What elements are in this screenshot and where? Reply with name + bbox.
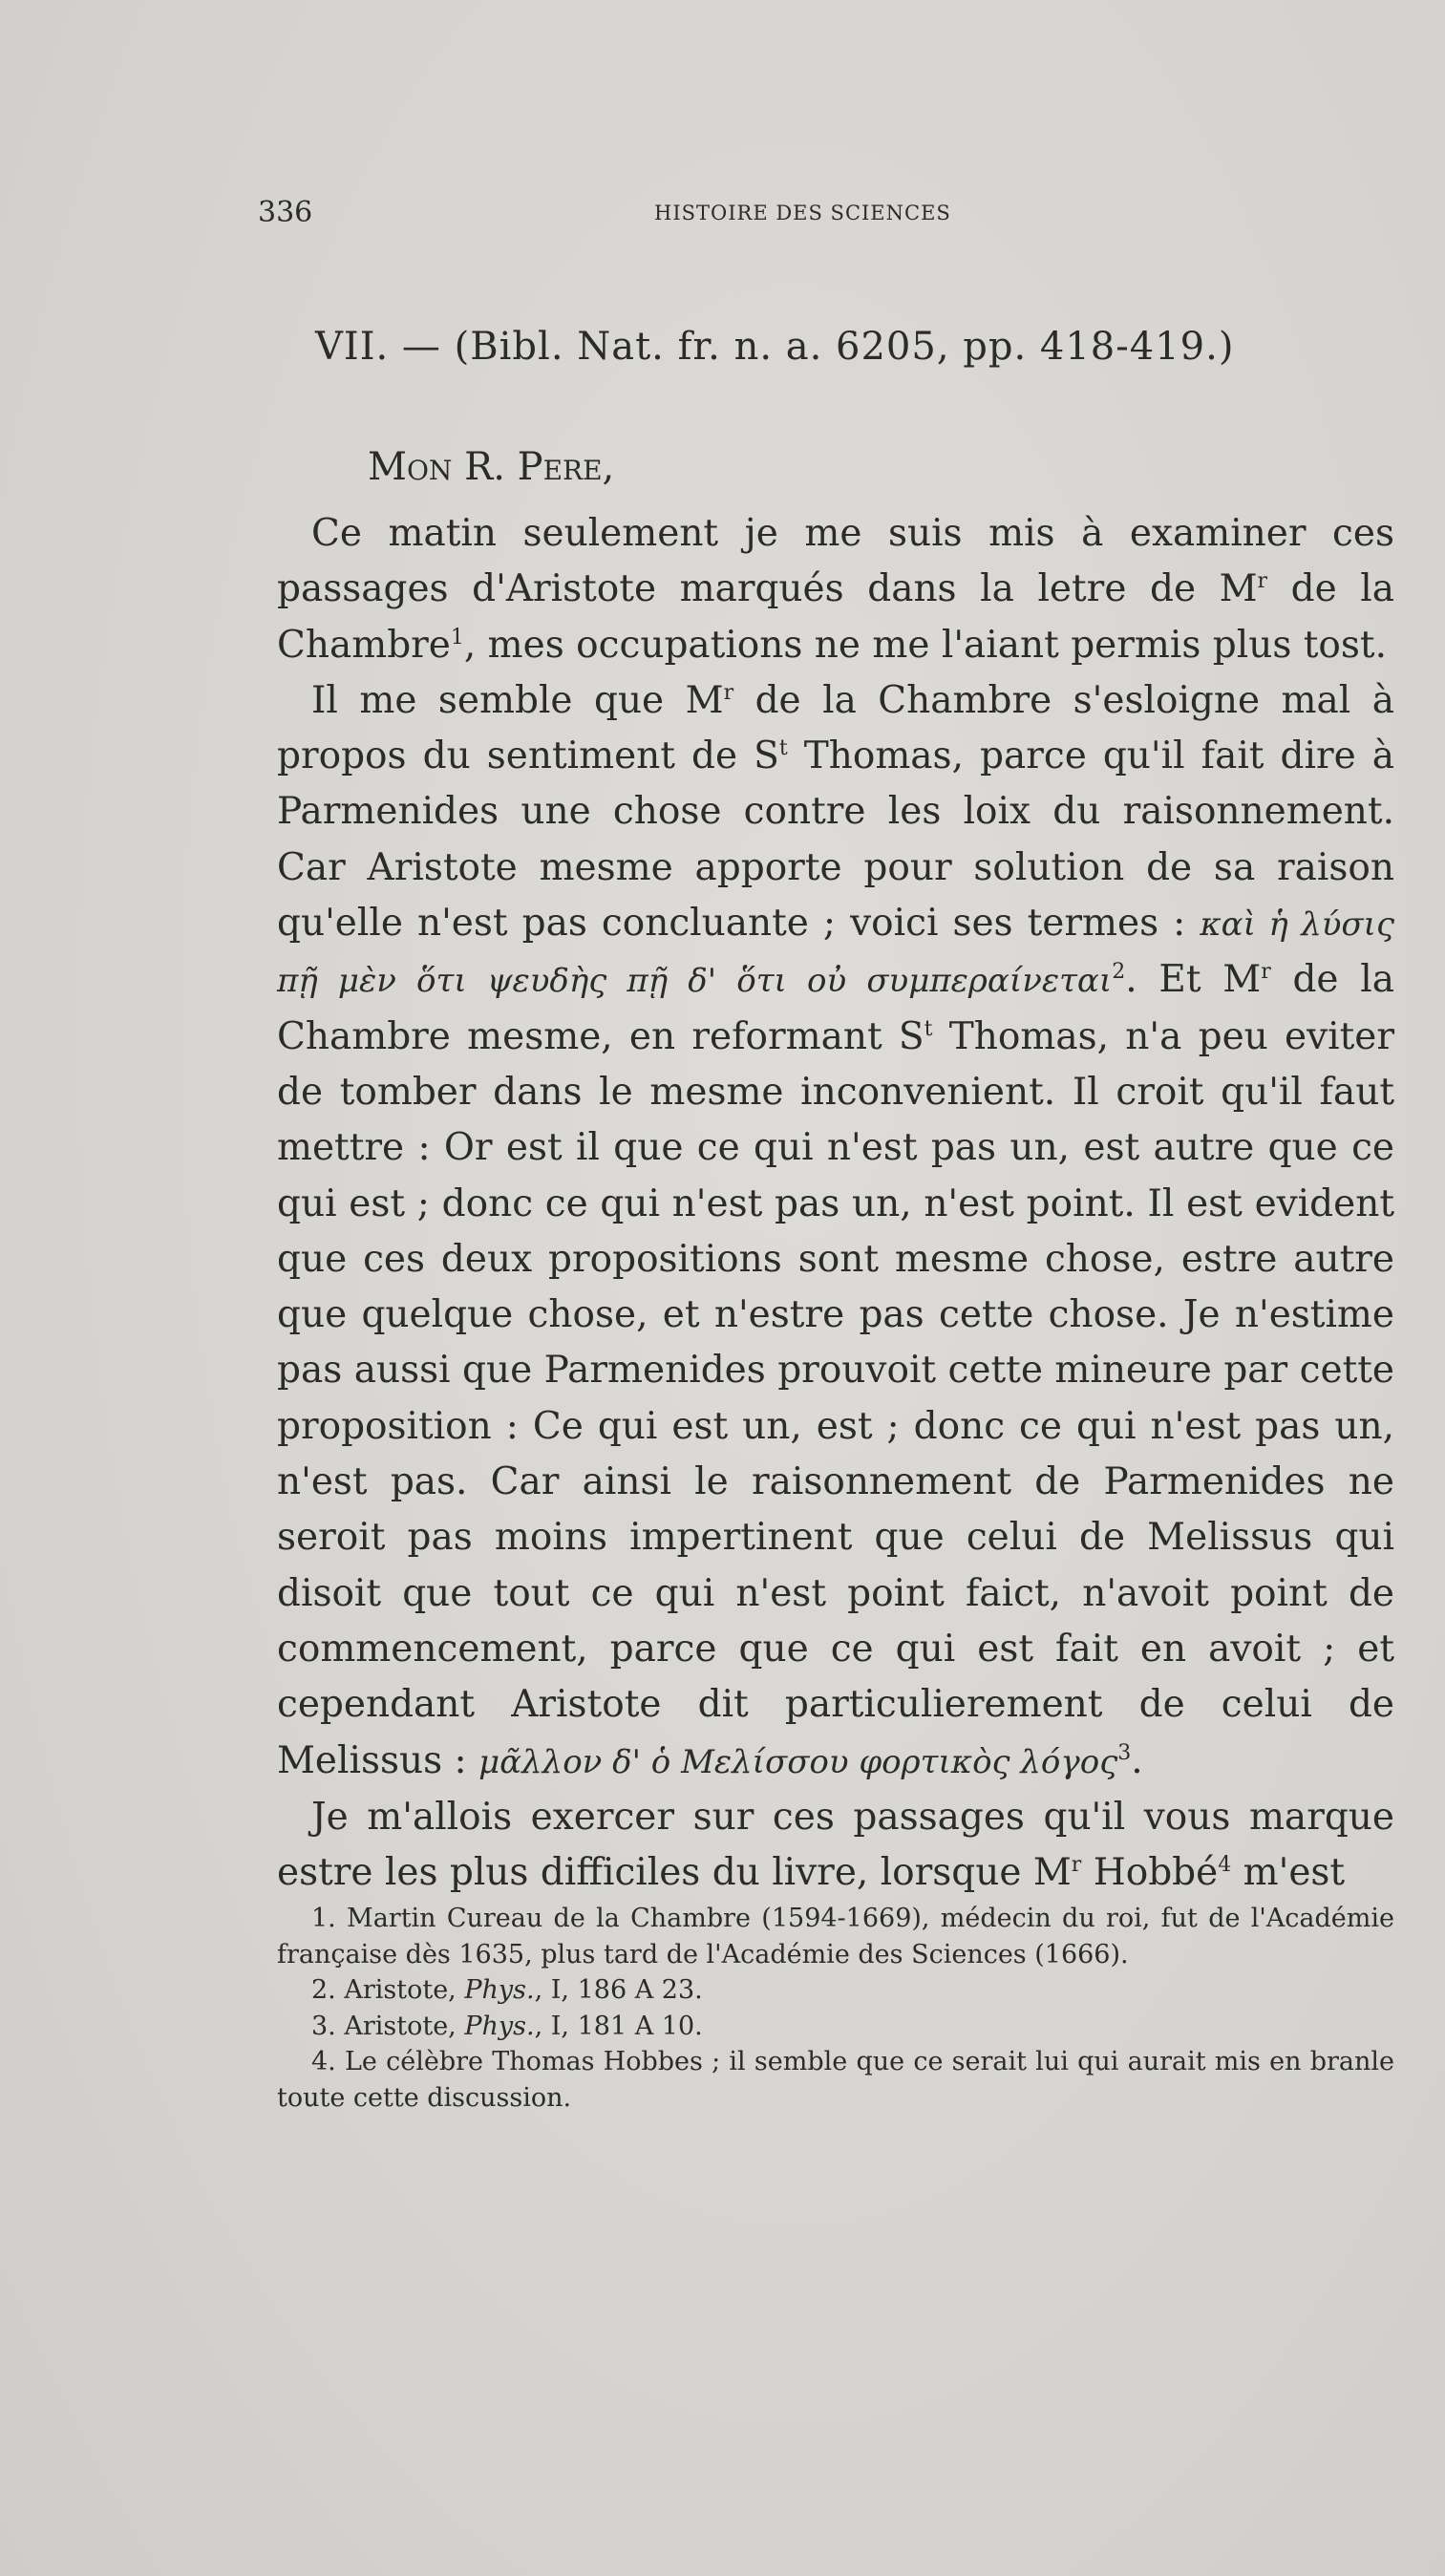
paragraph-3-text-a: Je m'allois exercer sur ces passages qu'il vous marque estre les plus difficiles du livre, lorsque M xyxy=(277,1795,1394,1895)
footnote-1: 1. Martin Cureau de la Chambre (1594-1669), médecin du roi, fut de l'Académie française dès 1635, plus tard de l'Académie des Sciences (1666). xyxy=(277,1904,1394,1969)
paragraph-1-text-b: de la Chambre xyxy=(277,567,1394,667)
superscript: t xyxy=(924,1016,933,1041)
letter-body xyxy=(277,506,1394,1901)
footnote-ref-2: 2 xyxy=(1112,960,1126,985)
footnote-3 xyxy=(277,2009,1394,2045)
paragraph-1-text-a: Ce matin seulement je me suis mis à examiner ces passages d'Aristote marqués dans la letre de M xyxy=(277,512,1394,611)
superscript: t xyxy=(778,736,788,761)
superscript: r xyxy=(1261,960,1271,985)
paragraph-2-text-g: . xyxy=(1131,1738,1143,1782)
greek-quote-2: μᾶλλον δ' ὁ Μελίσσου φορτικὸς λόγος xyxy=(478,1742,1118,1781)
salutation: Mon R. Pere, xyxy=(368,445,615,489)
superscript: r xyxy=(1071,1853,1082,1878)
footnote-2-post: , I, 186 A 23. xyxy=(534,1975,703,2005)
footnote-ref-4: 4 xyxy=(1218,1853,1232,1878)
footnote-2-pre: 2. Aristote, xyxy=(311,1975,465,2005)
footnote-ref-3: 3 xyxy=(1117,1740,1132,1765)
superscript: r xyxy=(723,680,734,705)
footnote-2-work-title: Phys. xyxy=(464,1975,535,2005)
paragraph-2 xyxy=(277,673,1394,1790)
section-heading: VII. — (Bibl. Nat. fr. n. a. 6205, pp. 418-419.) xyxy=(315,325,1235,369)
page-number: 336 xyxy=(258,196,313,229)
paragraph-1 xyxy=(277,506,1394,673)
running-title: HISTOIRE DES SCIENCES xyxy=(654,202,951,224)
footnote-3-pre: 3. Aristote, xyxy=(311,2011,465,2041)
paragraph-1-text-c: , mes occupations ne me l'aiant permis plus tost. xyxy=(463,623,1387,667)
footnote-4: 4. Le célèbre Thomas Hobbes ; il semble que ce serait lui qui aurait mis en branle toute cette discussion. xyxy=(277,2047,1394,2113)
paragraph-2-text-d: . Et M xyxy=(1125,958,1262,1002)
paragraph-2-text-f: Thomas, n'a peu eviter de tomber dans le mesme inconvenient. Il croit qu'il faut mettre : Or est il que ce qui n'est pas un, est autre que ce qui est ; donc ce qui n'est pas un, n'est point. Il est evident que ces deux propositions sont mesme chose, estre autre que quelque chose, et n'estre pas cette chose. Je n'estime pas aussi que Parmenides prouvoit cette mineure par cette proposition : Ce qui est un, est ; donc ce qui n'est pas un, n'est pas. Car ainsi le raisonnement de Parmenides ne seroit pas moins impertinent que celui de Melissus qui disoit que tout ce qui n'est point faict, n'avoit point de commencement, parce que ce qui est fait en avoit ; et cependant Aristote dit particulierement de celui de Melissus : xyxy=(277,1014,1394,1782)
footnote-3-work-title: Phys. xyxy=(464,2011,535,2041)
footnote-ref-1: 1 xyxy=(450,625,464,649)
footnote-3-post: , I, 181 A 10. xyxy=(534,2011,703,2041)
paragraph-3 xyxy=(277,1790,1394,1902)
greek-quote-1: καὶ ἡ λύσις πῇ μὲν ὅτι ψευδὴς πῇ δ' ὅτι οὐ συμπεραίνεται xyxy=(277,905,1394,1001)
paragraph-2-text-b: de la Chambre s'esloigne mal à propos du sentiment de S xyxy=(277,678,1394,778)
running-head xyxy=(258,196,1022,234)
superscript: r xyxy=(1257,569,1268,594)
footnotes xyxy=(277,1901,1394,2116)
paragraph-2-text-a: Il me semble que M xyxy=(311,678,724,722)
paragraph-2-text-c: Thomas, parce qu'il fait dire à Parmenides une chose contre les loix du raisonnement. Car Aristote mesme apporte pour solution de sa raison qu'elle n'est pas concluante ; voici ses termes : xyxy=(277,734,1394,946)
footnote-2 xyxy=(277,1972,1394,2009)
paragraph-3-text-b: Hobbé xyxy=(1081,1851,1219,1895)
paragraph-2-text-e: de la Chambre mesme, en reformant S xyxy=(277,958,1394,1058)
paragraph-3-text-c: m'est xyxy=(1231,1851,1346,1895)
